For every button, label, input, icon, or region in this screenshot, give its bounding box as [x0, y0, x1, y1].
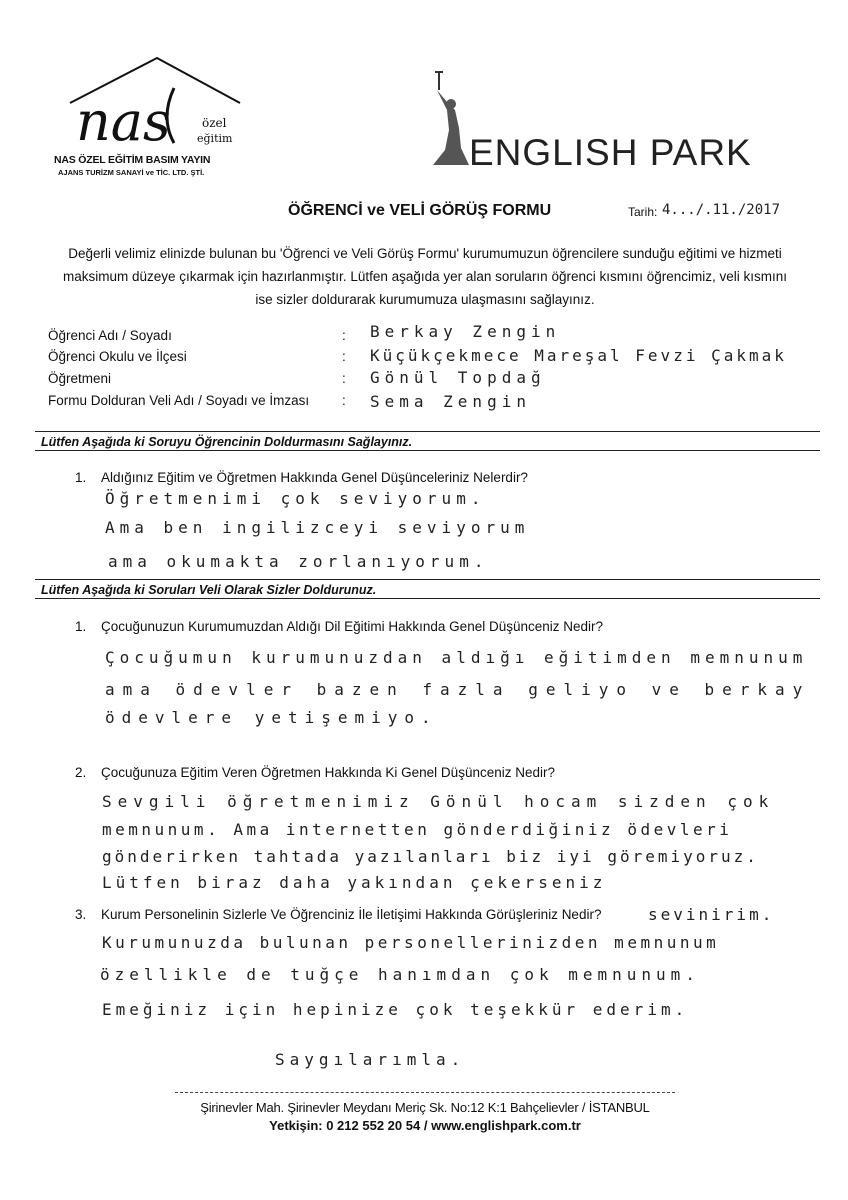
form-title: ÖĞRENCİ ve VELİ GÖRÜŞ FORMU [288, 202, 552, 219]
colon-3: : [342, 371, 346, 386]
teacher-label: Öğretmeni [48, 371, 112, 386]
website-link[interactable]: www.englishpark.com.tr [431, 1118, 581, 1133]
colon-2: : [342, 349, 346, 364]
parent-question-3 [75, 907, 601, 922]
footer-divider [175, 1092, 675, 1093]
question-number: 1. [75, 619, 87, 634]
parent-answer-2-line-3: gönderirken tahtada yazılanları biz iyi göremiyoruz. [102, 847, 759, 866]
student-answer-line-3: ama okumakta zorlanıyorum. [108, 552, 489, 571]
parent-answer-3-line-4: Saygılarımla. [275, 1050, 466, 1069]
parent-answer-3-line-1: Kurumunuzda bulunan personellerinizden memnunum [102, 933, 720, 952]
parent-answer-2-line-5: sevinirim. [648, 905, 775, 924]
student-name-value: Berkay Zengin [370, 322, 561, 341]
parent-answer-3-line-2: özellikle de tuğçe hanımdan çok memnunum. [100, 965, 700, 984]
teacher-value: Gönül Topdağ [370, 368, 546, 387]
student-school-value: Küçükçekmece Mareşal Fevzi Çakmak [370, 346, 787, 365]
parent-name-label: Formu Dolduran Veli Adı / Soyadı ve İmzası [48, 393, 310, 408]
egitim-text: eğitim [197, 132, 233, 145]
parent-answer-2-line-4: Lütfen biraz daha yakından çekerseniz [102, 873, 607, 892]
footer-address: Şirinevler Mah. Şirinevler Meydanı Meriç Sk. No:12 K:1 Bahçelievler / İSTANBUL [200, 1100, 650, 1115]
contact-separator: / [423, 1118, 428, 1133]
question-text: Kurum Personelinin Sizlerle Ve Öğrenciniz İle İletişimi Hakkında Görüşleriniz Nedir? [101, 907, 602, 922]
nas-mark-text: nas [76, 90, 171, 148]
brand-name: ENGLISH PARK [469, 132, 752, 173]
question-text: Aldığınız Eğitim ve Öğretmen Hakkında Genel Düşünceleriniz Nelerdir? [101, 470, 528, 485]
parent-answer-1-line-2: ama ödevler bazen fazla geliyo ve berkay [105, 680, 811, 699]
parent-answer-2-line-1: Sevgili öğretmenimiz Gönül hocam sizden çok [102, 792, 775, 811]
question-text: Çocuğunuza Eğitim Veren Öğretmen Hakkında Ki Genel Düşünceniz Nedir? [101, 765, 555, 780]
student-school-label: Öğrenci Okulu ve İlçesi [48, 349, 187, 364]
parent-answer-1-line-1: Çocuğumun kurumunuzdan aldığı eğitimden memnunum [105, 648, 808, 667]
student-section-banner: Lütfen Aşağıda ki Soruyu Öğrencinin Doldurmasını Sağlayınız. [35, 431, 820, 451]
student-answer-line-1: Öğretmenimi çok seviyorum. [105, 489, 486, 508]
parent-question-1 [75, 619, 603, 634]
parent-answer-1-line-3: ödevlere yetişemiyo. [105, 708, 438, 727]
date-value: 4.../.11./2017 [662, 202, 781, 218]
question-number: 3. [75, 907, 87, 922]
parent-answer-3-line-3: Emeğiniz için hepinize çok teşekkür ederim. [102, 1000, 689, 1019]
student-answer-line-2: Ama ben ingilizceyi seviyorum [105, 518, 530, 537]
date-label: Tarih: [628, 205, 658, 219]
info-block [40, 322, 820, 414]
question-number: 1. [75, 470, 87, 485]
ozel-text: özel [202, 116, 227, 130]
phone-text: Yetkişin: 0 212 552 20 54 [269, 1118, 421, 1133]
intro-paragraph: Değerli velimiz elinizde bulunan bu 'Öğrenci ve Veli Görüş Formu' kurumumuzun öğrencilere sunduğu eğitimi ve hizmeti maksimum düzeye çıkarmak için hazırlanmıştır. Lütfen aşağıda yer alan soruların öğrenci kısmını öğrencimiz, veli kısmını ise sizler doldurarak kurumumuza ulaşmasını sağlayınız. [62, 246, 788, 307]
english-park-logo [425, 70, 765, 180]
parent-answer-2-line-2: memnunum. Ama internetten gönderdiğiniz ödevleri [102, 820, 733, 839]
footer-contact [100, 1118, 750, 1133]
colon-4: : [342, 393, 346, 408]
parent-name-value: Sema Zengin [370, 392, 531, 411]
company-subtitle: AJANS TURİZM SANAYİ ve TİC. LTD. ŞTİ. [58, 168, 205, 177]
company-name: NAS ÖZEL EĞİTİM BASIM YAYIN [54, 154, 211, 166]
question-number: 2. [75, 765, 87, 780]
student-question-1 [75, 470, 528, 485]
colon-1: : [342, 328, 346, 343]
question-text: Çocuğunuzun Kurumumuzdan Aldığı Dil Eğitimi Hakkında Genel Düşünceniz Nedir? [101, 619, 604, 634]
student-name-label: Öğrenci Adı / Soyadı [48, 328, 172, 343]
nas-logo [54, 48, 242, 188]
parent-section-banner: Lütfen Aşağıda ki Soruları Veli Olarak Sizler Doldurunuz. [35, 579, 820, 599]
parent-question-2 [75, 765, 555, 780]
